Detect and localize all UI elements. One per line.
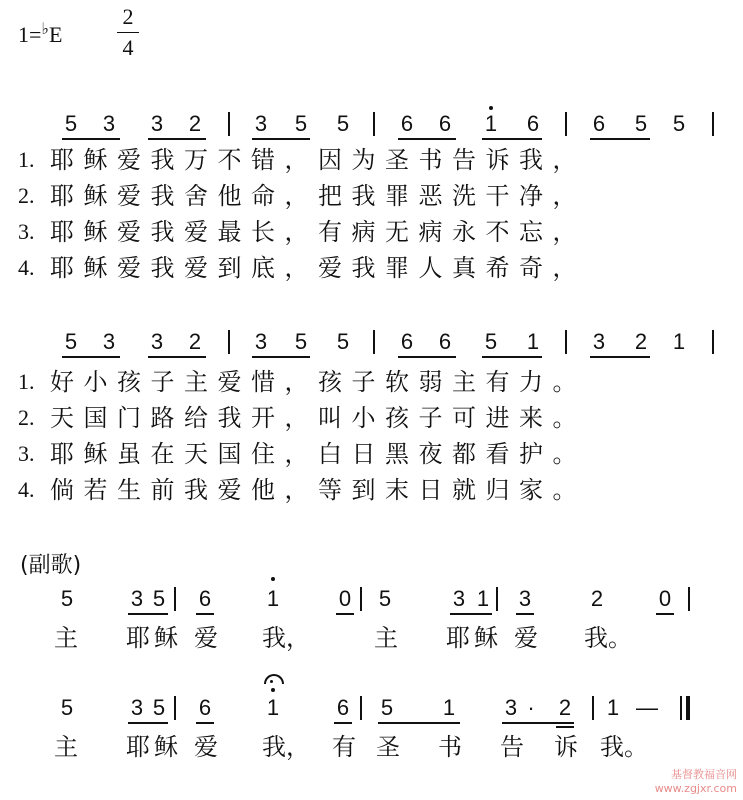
note: 5: [294, 111, 308, 136]
verse-number: 4.: [18, 477, 35, 502]
octave-dot: [489, 106, 493, 110]
note: 3: [130, 695, 144, 720]
note: 1: [476, 586, 490, 611]
note: 2: [558, 695, 572, 720]
bar-line: [360, 696, 362, 720]
underline: [334, 722, 352, 724]
bar-line: [565, 330, 567, 354]
note: 6: [336, 695, 350, 720]
lyric-char: 我。: [584, 624, 632, 652]
verse-number: 2.: [18, 183, 35, 208]
bar-line: [373, 112, 375, 136]
note: 1: [672, 329, 686, 354]
meter-bottom: 4: [122, 35, 134, 60]
lyric-char: 耶: [126, 733, 150, 761]
note: 5: [64, 111, 78, 136]
note: 5: [152, 586, 166, 611]
lyric-char: 耶: [446, 624, 470, 652]
verse-line: [18, 142, 738, 178]
note: 1: [484, 111, 498, 136]
note: 3: [504, 695, 518, 720]
underline: [378, 722, 460, 724]
note: 2: [634, 329, 648, 354]
note: 3: [592, 329, 606, 354]
verse-text: 耶稣爱我爱最长，有病无病永不忘，: [50, 218, 586, 246]
note: 2: [590, 586, 604, 611]
note: 0: [658, 586, 672, 611]
verse-number: 3.: [18, 441, 35, 466]
note: 0: [338, 586, 352, 611]
key-signature: [18, 22, 62, 48]
lyric-char: 稣: [154, 624, 178, 652]
verse-line: [18, 250, 738, 286]
note: 3: [254, 111, 268, 136]
verse-text: 倘若生前我爱他，等到末日就归家。: [50, 476, 586, 504]
underline: [398, 356, 456, 358]
watermark: [655, 768, 737, 796]
note: 5: [60, 586, 74, 611]
verse-line: [18, 472, 738, 508]
note: 1: [526, 329, 540, 354]
note: 5: [634, 111, 648, 136]
lyric-char: 我。: [600, 733, 648, 761]
underline: [148, 138, 206, 140]
note: 5: [672, 111, 686, 136]
note: 5: [294, 329, 308, 354]
lyric-char: 爱: [194, 733, 218, 761]
bar-line: [360, 587, 362, 611]
note: 2: [188, 111, 202, 136]
note: 5: [380, 695, 394, 720]
fermata-icon: [264, 674, 284, 684]
augmentation-dot: ·: [527, 695, 535, 720]
lyric-char: 有: [332, 733, 356, 761]
underline: [148, 356, 206, 358]
underline: [128, 613, 168, 615]
note: 1: [266, 695, 280, 720]
key-prefix: 1=: [18, 22, 42, 47]
verse-line: [18, 178, 738, 214]
note: 1: [606, 695, 620, 720]
time-signature: [117, 4, 139, 61]
lyric-char: 爱: [514, 624, 538, 652]
lyric-char: 诉: [554, 733, 578, 761]
note: 5: [336, 111, 350, 136]
note: 3: [150, 111, 164, 136]
fermata-dot: [270, 680, 273, 683]
verse-number: 1.: [18, 147, 35, 172]
verse-text: 耶稣爱我万不错，因为圣书告诉我，: [50, 146, 586, 174]
bar-line: [688, 587, 690, 611]
chorus1-notation: [0, 585, 743, 613]
note: 3: [254, 329, 268, 354]
note: 6: [592, 111, 606, 136]
note: 5: [60, 695, 74, 720]
bar-line: [592, 696, 594, 720]
lyric-char: 稣: [154, 733, 178, 761]
meter-rule: [117, 32, 139, 33]
note: 5: [336, 329, 350, 354]
underline: [482, 356, 542, 358]
section1-notation: [0, 110, 743, 138]
verse-number: 4.: [18, 255, 35, 280]
note: 5: [378, 586, 392, 611]
lyric-char: 书: [438, 733, 462, 761]
bar-line: [228, 330, 230, 354]
underline: [502, 722, 574, 724]
underline: [196, 722, 214, 724]
note: 1: [442, 695, 456, 720]
note: 6: [438, 329, 452, 354]
underline: [516, 613, 534, 615]
underline: [482, 138, 542, 140]
section2-notation: [0, 328, 743, 356]
lyric-char: 耶: [126, 624, 150, 652]
lyric-char: 圣: [376, 733, 400, 761]
flat-sign: ♭: [41, 21, 49, 38]
verse-number: 2.: [18, 405, 35, 430]
octave-dot: [271, 577, 275, 581]
note: 3: [150, 329, 164, 354]
underline: [62, 356, 120, 358]
note: 3: [452, 586, 466, 611]
lyric-char: 我，: [262, 733, 310, 761]
verse-line: [18, 400, 738, 436]
chorus1-lyric: [0, 620, 743, 656]
bar-line: [712, 330, 714, 354]
final-bar-thick: [686, 696, 690, 720]
verse-line: [18, 364, 738, 400]
key-note: E: [48, 22, 63, 47]
bar-line: [373, 330, 375, 354]
note: 5: [152, 695, 166, 720]
underline: [128, 722, 168, 724]
chorus2-lyric: [0, 729, 743, 765]
note: 6: [438, 111, 452, 136]
octave-dot: [271, 688, 275, 692]
bar-line: [174, 587, 176, 611]
lyric-char: 主: [54, 733, 78, 761]
underline: [252, 138, 310, 140]
bar-line: [712, 112, 714, 136]
lyric-char: 爱: [194, 624, 218, 652]
verse-text: 好小孩子主爱惜，孩子软弱主有力。: [50, 368, 586, 396]
note: 5: [484, 329, 498, 354]
bar-line: [174, 696, 176, 720]
note: 3: [102, 329, 116, 354]
underline: [556, 726, 574, 728]
underline: [590, 138, 650, 140]
underline: [398, 138, 456, 140]
lyric-char: 主: [54, 624, 78, 652]
verse-text: 天国门路给我开，叫小孩子可进来。: [50, 404, 586, 432]
note: 3: [130, 586, 144, 611]
note: 3: [518, 586, 532, 611]
lyric-char: 我，: [262, 624, 310, 652]
lyric-char: 告: [500, 733, 524, 761]
chorus2-notation: [0, 694, 743, 722]
underline: [656, 613, 674, 615]
watermark-title: 基督教福音网: [671, 768, 737, 781]
verse-line: [18, 214, 738, 250]
bar-line: [228, 112, 230, 136]
note: 6: [198, 695, 212, 720]
note: 6: [400, 329, 414, 354]
note: 2: [188, 329, 202, 354]
note: 1: [266, 586, 280, 611]
verse-line: [18, 436, 738, 472]
underline: [62, 138, 120, 140]
final-bar-thin: [680, 696, 682, 720]
lyric-char: 主: [374, 624, 398, 652]
chorus-label: (副歌): [20, 553, 82, 578]
verse-text: 耶稣爱我舍他命，把我罪恶洗干净，: [50, 182, 586, 210]
meter-top: 2: [122, 4, 134, 29]
note: 6: [526, 111, 540, 136]
underline: [450, 613, 492, 615]
verse-text: 耶稣爱我爱到底，爱我罪人真希奇，: [50, 254, 586, 282]
note: 6: [198, 586, 212, 611]
verse-number: 3.: [18, 219, 35, 244]
bar-line: [565, 112, 567, 136]
note: 3: [102, 111, 116, 136]
note: 6: [400, 111, 414, 136]
dash: —: [636, 695, 658, 720]
note: 5: [64, 329, 78, 354]
underline: [590, 356, 650, 358]
underline: [196, 613, 214, 615]
watermark-url: www.zgjxr.com: [654, 782, 737, 795]
verse-text: 耶稣虽在天国住，白日黑夜都看护。: [50, 440, 586, 468]
underline: [336, 613, 354, 615]
lyric-char: 稣: [474, 624, 498, 652]
underline: [252, 356, 310, 358]
bar-line: [496, 587, 498, 611]
verse-number: 1.: [18, 369, 35, 394]
